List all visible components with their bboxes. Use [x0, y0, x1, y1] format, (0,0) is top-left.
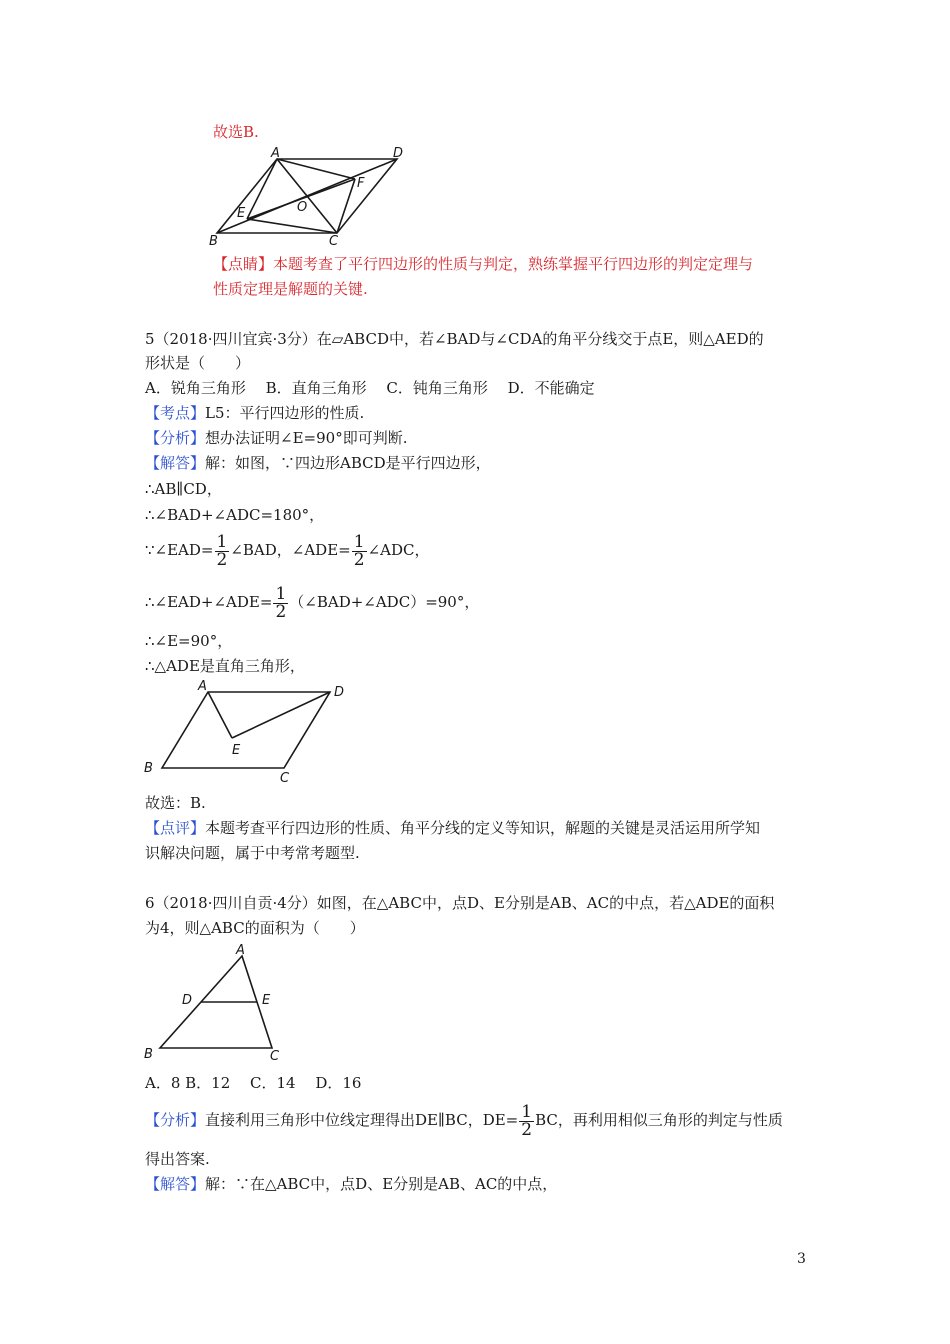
q6-analysis-line-2: 得出答案.: [145, 1150, 210, 1168]
fraction-half: $\frac{1}{2}$: [216, 531, 228, 570]
q5-choose: 故选：B.: [145, 794, 206, 812]
label-b: B: [144, 761, 153, 776]
fraction-half: $\frac{1}{2}$: [521, 1101, 533, 1140]
q5-step-4: ∴∠EAD+∠ADE= $\frac{1}{2}$ （∠BAD+∠ADC）=90°，: [145, 583, 480, 622]
label-c: C: [270, 1049, 280, 1064]
parallelogram-figure-2: [140, 676, 360, 786]
label-o: O: [297, 200, 308, 215]
label-b: B: [209, 234, 218, 249]
label-a: A: [271, 146, 280, 161]
q5-solution: 【解答】解：如图，∵四边形ABCD是平行四边形，: [145, 454, 491, 472]
fraction-half: $\frac{1}{2}$: [353, 531, 365, 570]
comment-line-2: 性质定理是解题的关键.: [213, 280, 368, 298]
label-f: F: [357, 176, 365, 191]
comment-line-1: 【点睛】本题考查了平行四边形的性质与判定，熟练掌握平行四边形的判定定理与: [213, 255, 754, 273]
label-a: A: [236, 943, 245, 958]
q6-solution: 【解答】解：∵在△ABC中，点D、E分别是AB、AC的中点，: [145, 1175, 558, 1193]
q5-step-5: ∴∠E=90°，: [145, 632, 233, 650]
q5-stem-line-2: 形状是（ ）: [145, 354, 251, 372]
choose-answer: 故选B.: [213, 123, 259, 141]
label-c: C: [329, 234, 339, 249]
label-e: E: [237, 206, 246, 221]
label-d: D: [334, 685, 345, 700]
q6-stem-line-1: 6（2018·四川自贡·4分）如图，在△ABC中，点D、E分别是AB、AC的中点，若△ADE的面积: [145, 894, 775, 912]
page-number: 3: [797, 1251, 806, 1267]
label-d: D: [393, 146, 404, 161]
label-a: A: [198, 679, 207, 694]
label-d: D: [182, 993, 193, 1008]
q5-options: A．锐角三角形 B．直角三角形 C．钝角三角形 D．不能确定: [145, 379, 595, 397]
label-c: C: [280, 771, 290, 786]
q5-step-3: ∵∠EAD= $\frac{1}{2}$ ∠BAD，∠ADE= $\frac{1}{2}$ ∠ADC，: [145, 531, 430, 570]
q5-stem-line-1: 5（2018·四川宜宾·3分）在▱ABCD中，若∠BAD与∠CDA的角平分线交于点E，则△AED的: [145, 330, 764, 348]
parallelogram-figure-1: [205, 145, 415, 250]
q6-options: A．8 B．12 C．14 D．16: [145, 1074, 362, 1092]
q6-analysis: 【分析】直接利用三角形中位线定理得出DE∥BC，DE= $\frac{1}{2}$ BC，再利用相似三角形的判定与性质: [145, 1101, 783, 1140]
fraction-half: $\frac{1}{2}$: [275, 583, 287, 622]
label-e: E: [232, 743, 241, 758]
q5-review-line-1: 【点评】本题考查平行四边形的性质、角平分线的定义等知识，解题的关键是灵活运用所学知: [145, 819, 761, 837]
q6-stem-line-2: 为4，则△ABC的面积为（ ）: [145, 919, 365, 937]
triangle-figure: [140, 938, 290, 1066]
q5-analysis: 【分析】想办法证明∠E=90°即可判断.: [145, 429, 408, 447]
label-b: B: [144, 1047, 153, 1062]
label-e: E: [262, 993, 271, 1008]
q5-review-line-2: 识解决问题，属于中考常考题型.: [145, 844, 360, 862]
q5-step-6: ∴△ADE是直角三角形，: [145, 657, 305, 675]
q5-knowledge-point: 【考点】L5：平行四边形的性质.: [145, 404, 365, 422]
q5-step-2: ∴∠BAD+∠ADC=180°，: [145, 506, 325, 524]
q5-step-1: ∴AB∥CD，: [145, 480, 222, 498]
